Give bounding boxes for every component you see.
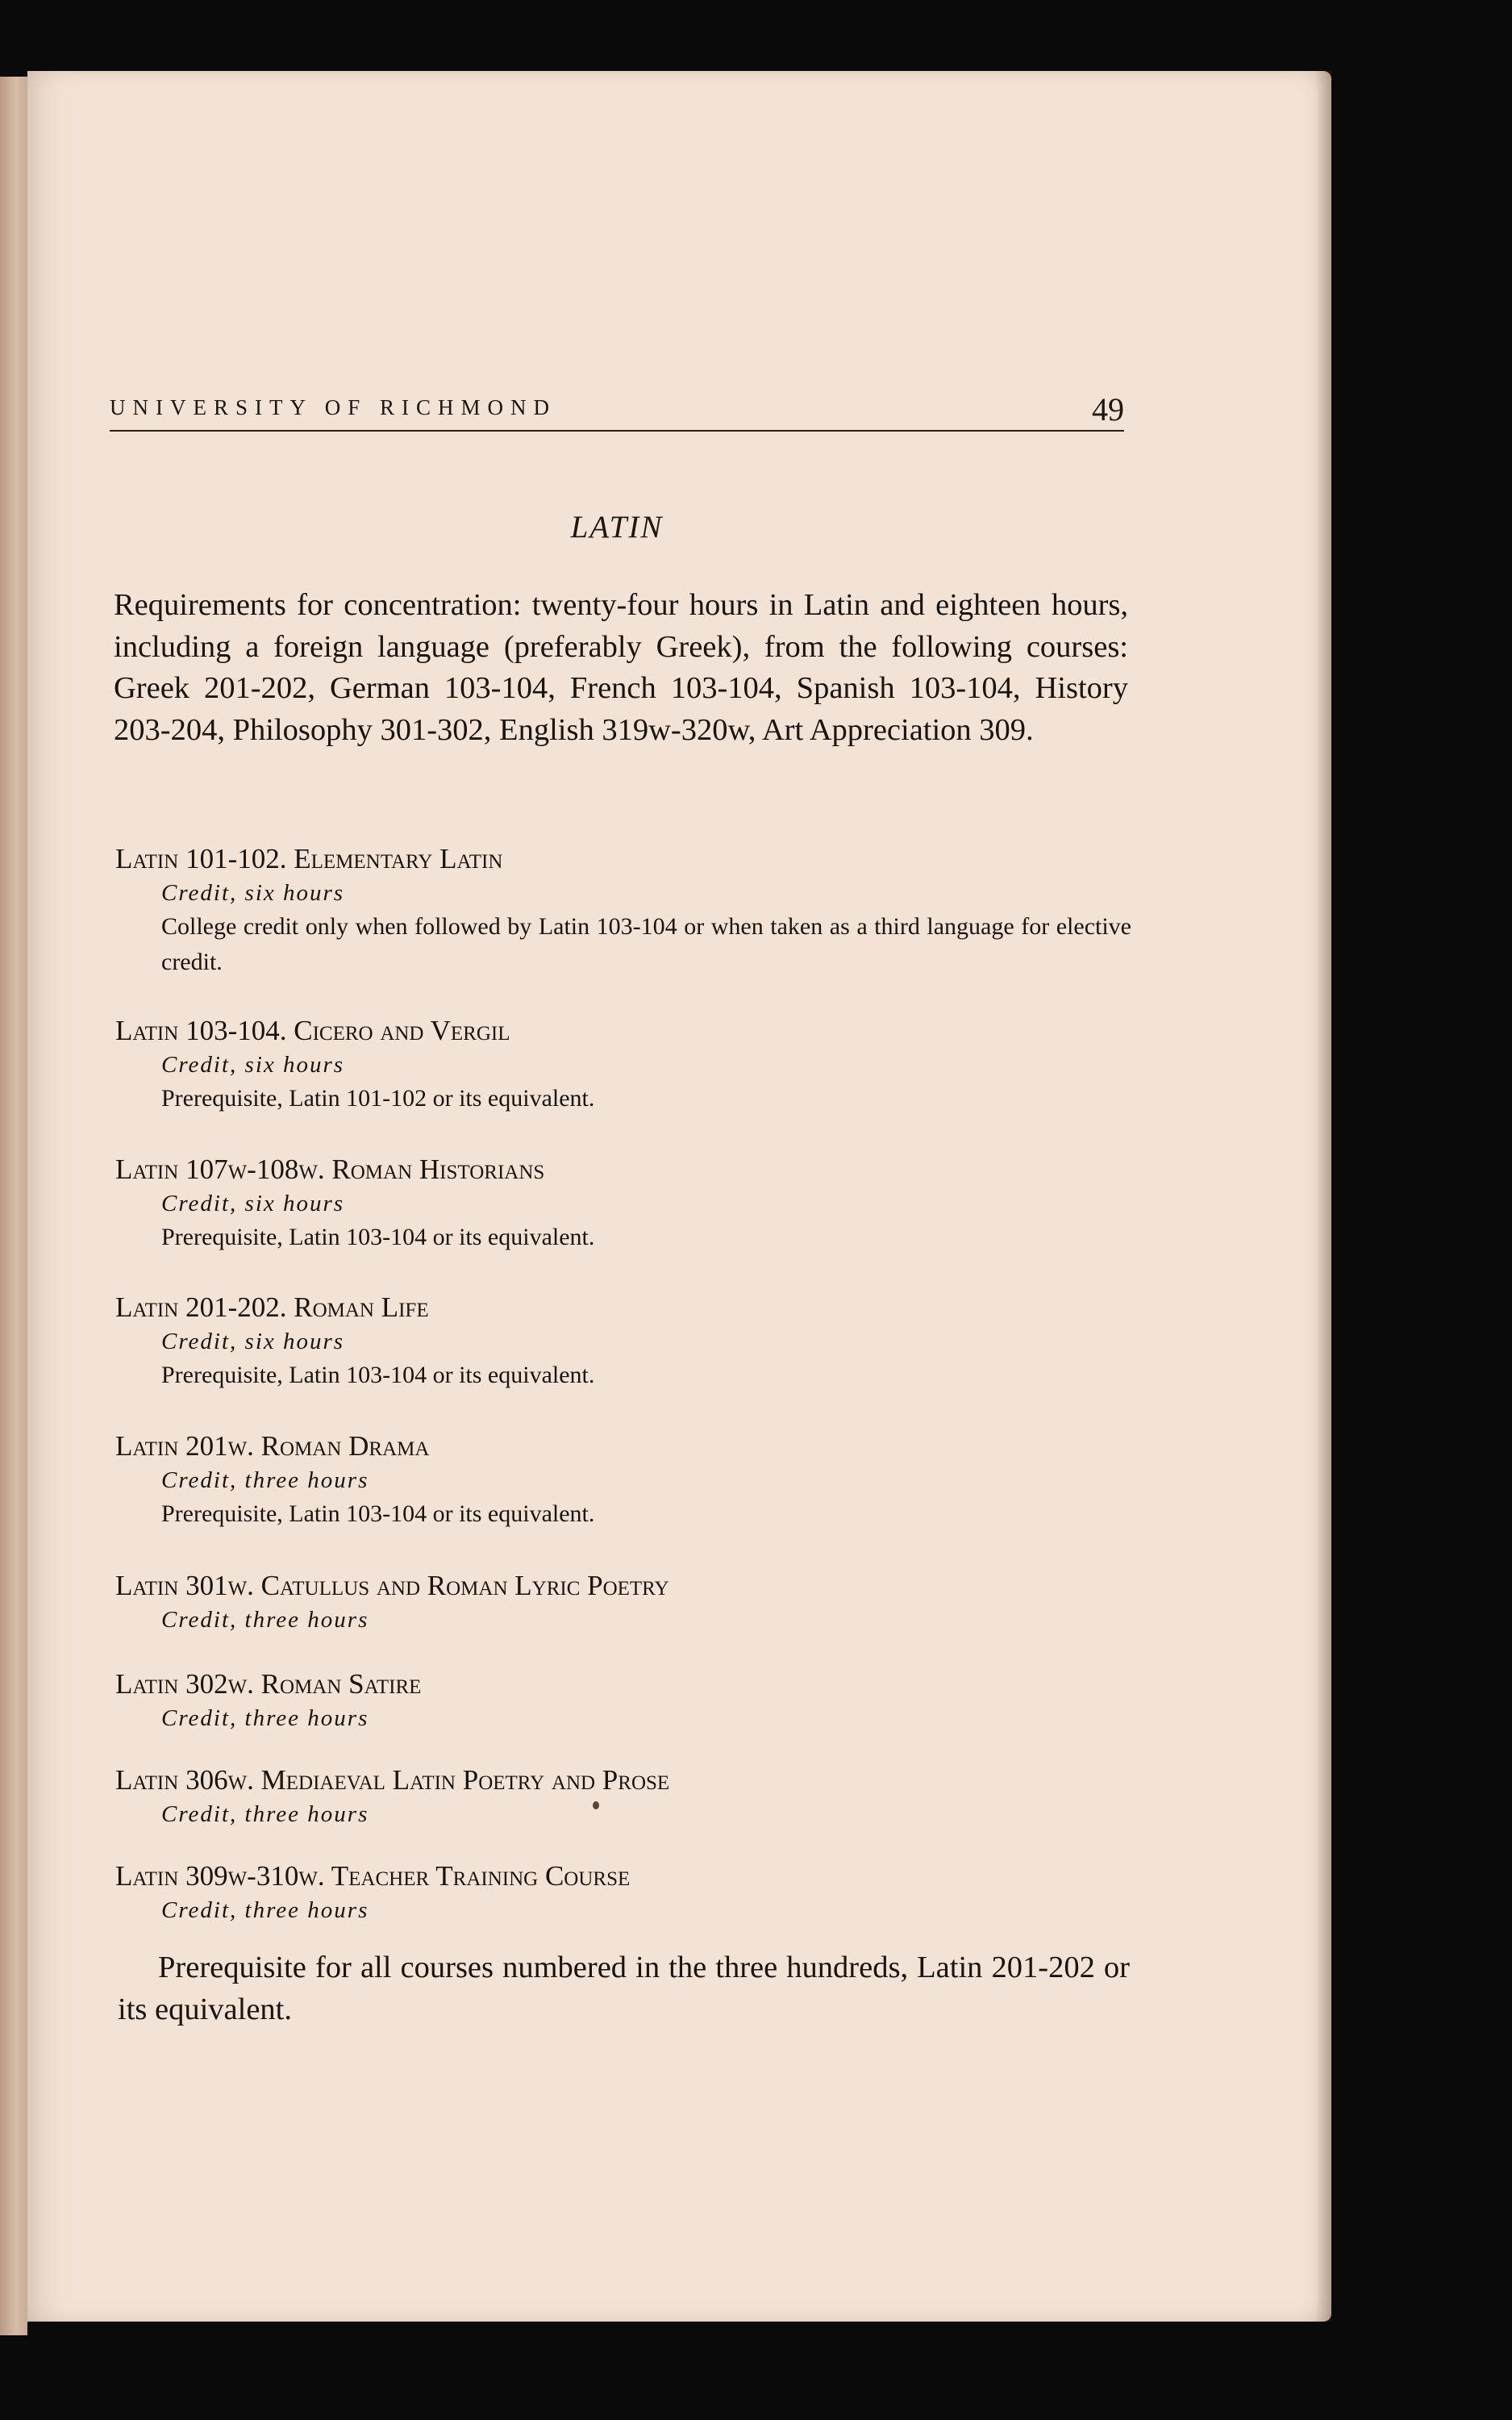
- course-entry: [115, 1859, 1131, 1926]
- ink-speck: [593, 1801, 599, 1809]
- course-title: Latin 302w. Roman Satire: [115, 1668, 422, 1700]
- course-entry: [115, 1013, 1131, 1116]
- course-entry: [115, 1290, 1131, 1393]
- running-title: UNIVERSITY OF RICHMOND: [110, 395, 557, 419]
- course-title: Latin 309w-310w. Teacher Training Course: [115, 1860, 631, 1892]
- course-credit: Credit, six hours: [161, 880, 345, 906]
- course-title: Latin 301w. Catullus and Roman Lyric Poetry: [115, 1570, 669, 1601]
- course-entry: [115, 841, 1131, 980]
- page-edge-shadow: [1315, 71, 1331, 2322]
- section-heading: LATIN: [570, 510, 664, 544]
- course-credit: Credit, three hours: [161, 1705, 369, 1731]
- course-title: Latin 101-102. Elementary Latin: [115, 843, 503, 874]
- course-credit: Credit, six hours: [161, 1329, 345, 1354]
- course-title: Latin 107w-108w. Roman Historians: [115, 1154, 545, 1185]
- page-number: 49: [1092, 391, 1124, 428]
- prerequisite-note: Prerequisite for all courses numbered in the three hundreds, Latin 201-202 or its equivalent.: [118, 1951, 1130, 2026]
- course-entry: [115, 1429, 1131, 1532]
- course-credit: Credit, three hours: [161, 1897, 369, 1923]
- course-note: Prerequisite, Latin 103-104 or its equivalent.: [161, 1500, 595, 1527]
- concentration-requirements: Requirements for concentration: twenty-four hours in Latin and eighteen hours, including a foreign language (preferably Greek), from the following courses: Greek 201-202, German 103-104, French 103-104, Spanish 103-104, History 203-204, Philosophy 301-302, English 319w-320w, Art Appreciation 309.: [114, 588, 1128, 747]
- course-note: Prerequisite, Latin 101-102 or its equivalent.: [161, 1085, 595, 1112]
- course-credit: Credit, three hours: [161, 1467, 369, 1493]
- course-credit: Credit, six hours: [161, 1191, 345, 1216]
- course-entry: [115, 1568, 1131, 1636]
- course-title: Latin 103-104. Cicero and Vergil: [115, 1015, 510, 1046]
- course-note: Prerequisite, Latin 103-104 or its equivalent.: [161, 1362, 595, 1388]
- course-credit: Credit, three hours: [161, 1607, 369, 1633]
- course-entry: [115, 1763, 1131, 1830]
- course-note: College credit only when followed by Latin 103-104 or when taken as a third language for elective credit.: [161, 913, 1131, 975]
- course-note: Prerequisite, Latin 103-104 or its equivalent.: [161, 1224, 595, 1250]
- course-entry: [115, 1667, 1131, 1734]
- course-title: Latin 201w. Roman Drama: [115, 1430, 430, 1462]
- catalog-page: [27, 71, 1331, 2322]
- running-header: [110, 382, 1124, 432]
- course-credit: Credit, six hours: [161, 1052, 345, 1078]
- course-title: Latin 201-202. Roman Life: [115, 1291, 429, 1323]
- course-entry: [115, 1152, 1131, 1255]
- course-title: Latin 306w. Mediaeval Latin Poetry and Prose: [115, 1764, 670, 1796]
- course-credit: Credit, three hours: [161, 1801, 369, 1827]
- previous-page-edge: [0, 77, 27, 2335]
